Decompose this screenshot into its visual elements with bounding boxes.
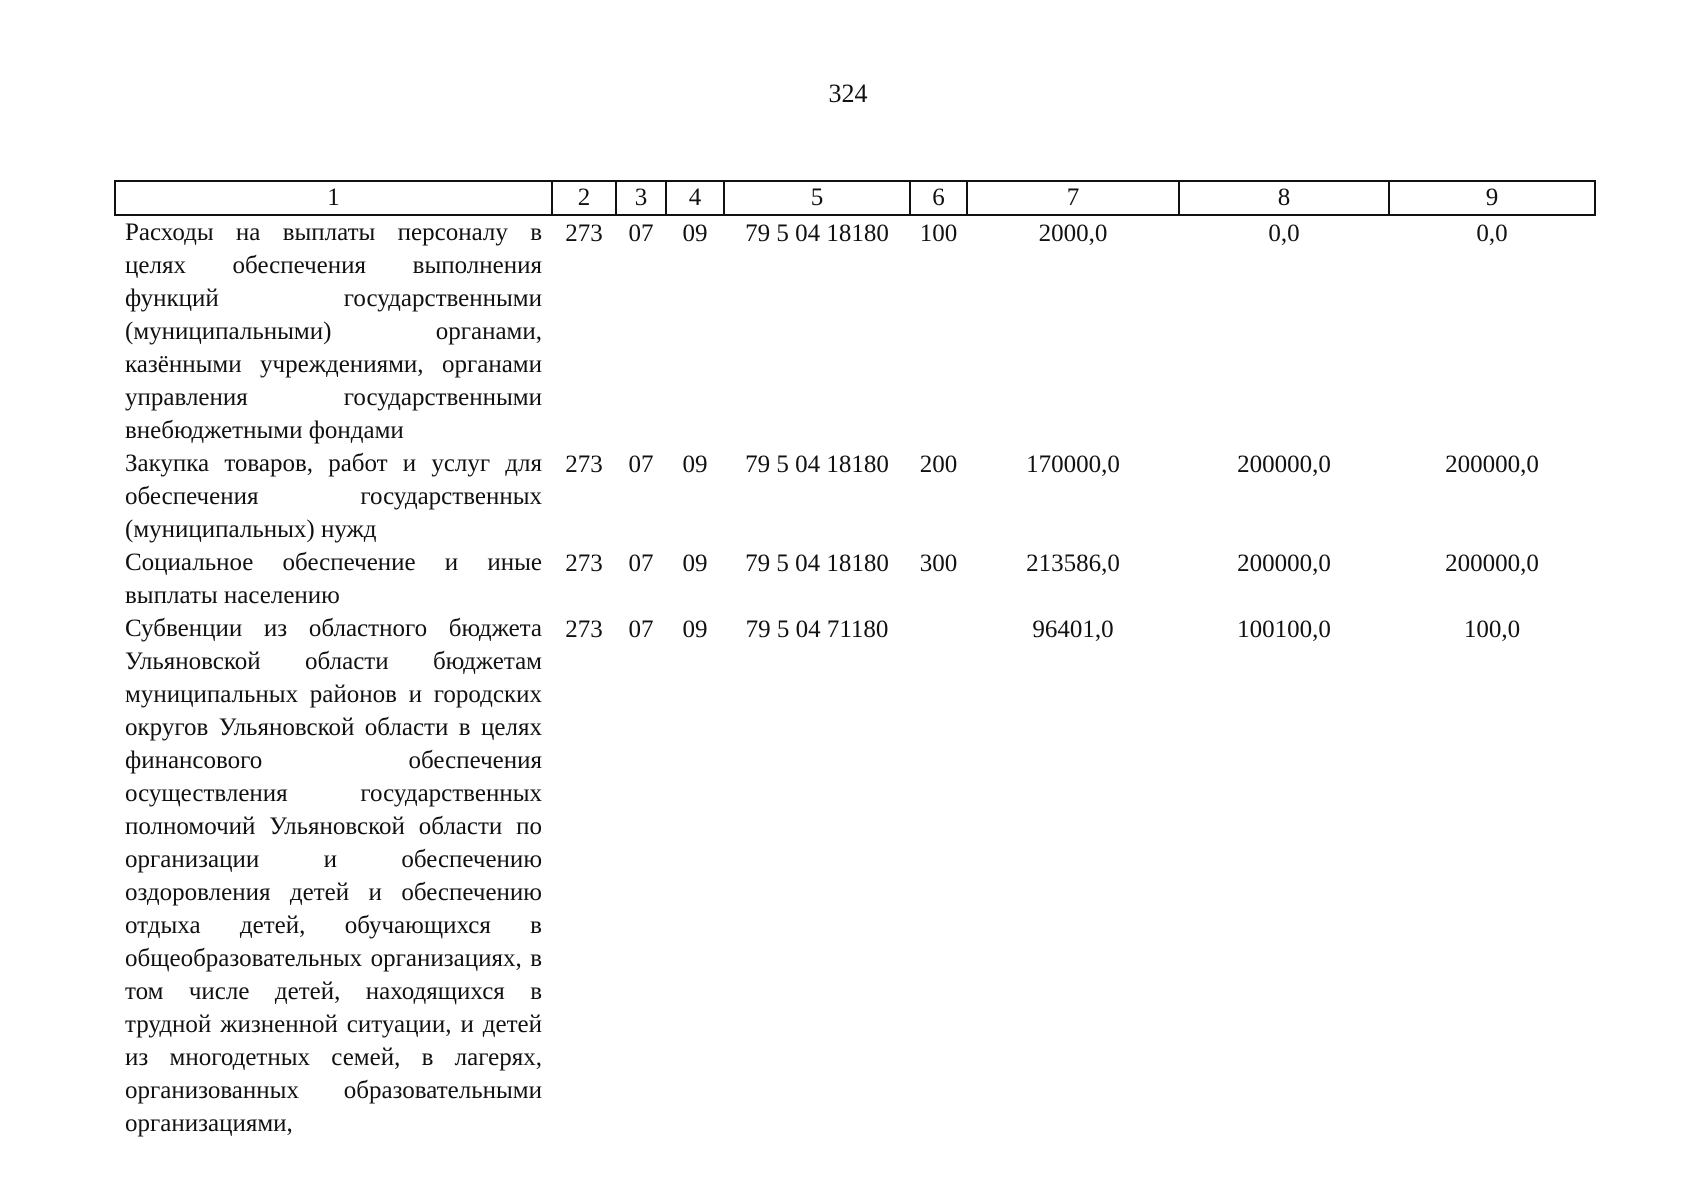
row-code-5: 79 5 04 71180 bbox=[745, 616, 889, 643]
row-code-6: 100 bbox=[919, 220, 958, 247]
page-number: 324 bbox=[828, 79, 868, 108]
row-name: Субвенции из областного бюджета Ульяновской области бюджетам муниципальных районов и городских округов Ульяновской области в целях финансового обеспечения осуществления государственных полномочий Ульяновской области по организации и обеспечению оздоровления детей и обеспечению отдыха детей, обучающихся в общеобразовательных организациях, в том числе детей, находящихся в трудной жизненной ситуации, и детей из многодетных семей, в лагерях, организованных образовательными организациями, bbox=[125, 615, 542, 1137]
row-name: Расходы на выплаты персоналу в целях обеспечения выполнения функций государственными (муниципальными) органами, казёнными учреждениями, органами управления государственными внебюджетными фондами bbox=[125, 219, 542, 444]
row-value-7: 2000,0 bbox=[1038, 220, 1108, 247]
row-name: Социальное обеспечение и иные выплаты населению bbox=[125, 549, 542, 609]
row-value-8: 0,0 bbox=[1268, 220, 1300, 247]
row-code-4: 09 bbox=[682, 550, 708, 577]
table-body bbox=[115, 215, 1595, 1140]
row-code-4: 09 bbox=[682, 451, 708, 478]
row-code-3: 07 bbox=[628, 220, 654, 247]
table-row bbox=[115, 215, 1595, 447]
row-code-4: 09 bbox=[682, 616, 708, 643]
header-col-7: 7 bbox=[967, 181, 1179, 215]
row-code-6 bbox=[910, 612, 967, 1140]
row-code-3: 07 bbox=[628, 550, 654, 577]
row-code-6: 200 bbox=[919, 451, 958, 478]
header-col-5: 5 bbox=[724, 181, 910, 215]
header-row bbox=[115, 181, 1595, 215]
table-row bbox=[115, 447, 1595, 546]
row-code-6: 300 bbox=[919, 550, 958, 577]
row-code-2: 273 bbox=[565, 550, 603, 577]
row-code-2: 273 bbox=[565, 451, 603, 478]
row-code-3: 07 bbox=[628, 616, 654, 643]
row-value-7: 170000,0 bbox=[1026, 451, 1120, 478]
table-row bbox=[115, 546, 1595, 612]
header-col-1: 1 bbox=[115, 181, 552, 215]
row-value-9: 100,0 bbox=[1463, 616, 1521, 643]
row-value-8: 200000,0 bbox=[1237, 451, 1331, 478]
table-header bbox=[115, 181, 1595, 215]
header-col-9: 9 bbox=[1389, 181, 1595, 215]
row-value-9: 200000,0 bbox=[1445, 451, 1539, 478]
row-code-5: 79 5 04 18180 bbox=[745, 550, 889, 577]
table-row bbox=[115, 612, 1595, 1140]
budget-table-container bbox=[114, 180, 1596, 1140]
row-name: Закупка товаров, работ и услуг для обеспечения государственных (муниципальных) нужд bbox=[125, 450, 542, 543]
header-col-3: 3 bbox=[616, 181, 666, 215]
row-code-2: 273 bbox=[565, 220, 603, 247]
row-value-8: 100100,0 bbox=[1237, 616, 1331, 643]
header-col-4: 4 bbox=[666, 181, 724, 215]
row-code-5: 79 5 04 18180 bbox=[745, 220, 889, 247]
row-value-7: 213586,0 bbox=[1026, 550, 1120, 577]
header-col-8: 8 bbox=[1179, 181, 1389, 215]
row-value-7: 96401,0 bbox=[1032, 616, 1114, 643]
budget-table bbox=[114, 180, 1596, 1140]
row-code-2: 273 bbox=[565, 616, 603, 643]
row-code-4: 09 bbox=[682, 220, 708, 247]
row-value-8: 200000,0 bbox=[1237, 550, 1331, 577]
header-col-2: 2 bbox=[552, 181, 616, 215]
row-value-9: 200000,0 bbox=[1445, 550, 1539, 577]
header-col-6: 6 bbox=[910, 181, 967, 215]
row-value-9: 0,0 bbox=[1476, 220, 1508, 247]
row-code-5: 79 5 04 18180 bbox=[745, 451, 889, 478]
row-code-3: 07 bbox=[628, 451, 654, 478]
